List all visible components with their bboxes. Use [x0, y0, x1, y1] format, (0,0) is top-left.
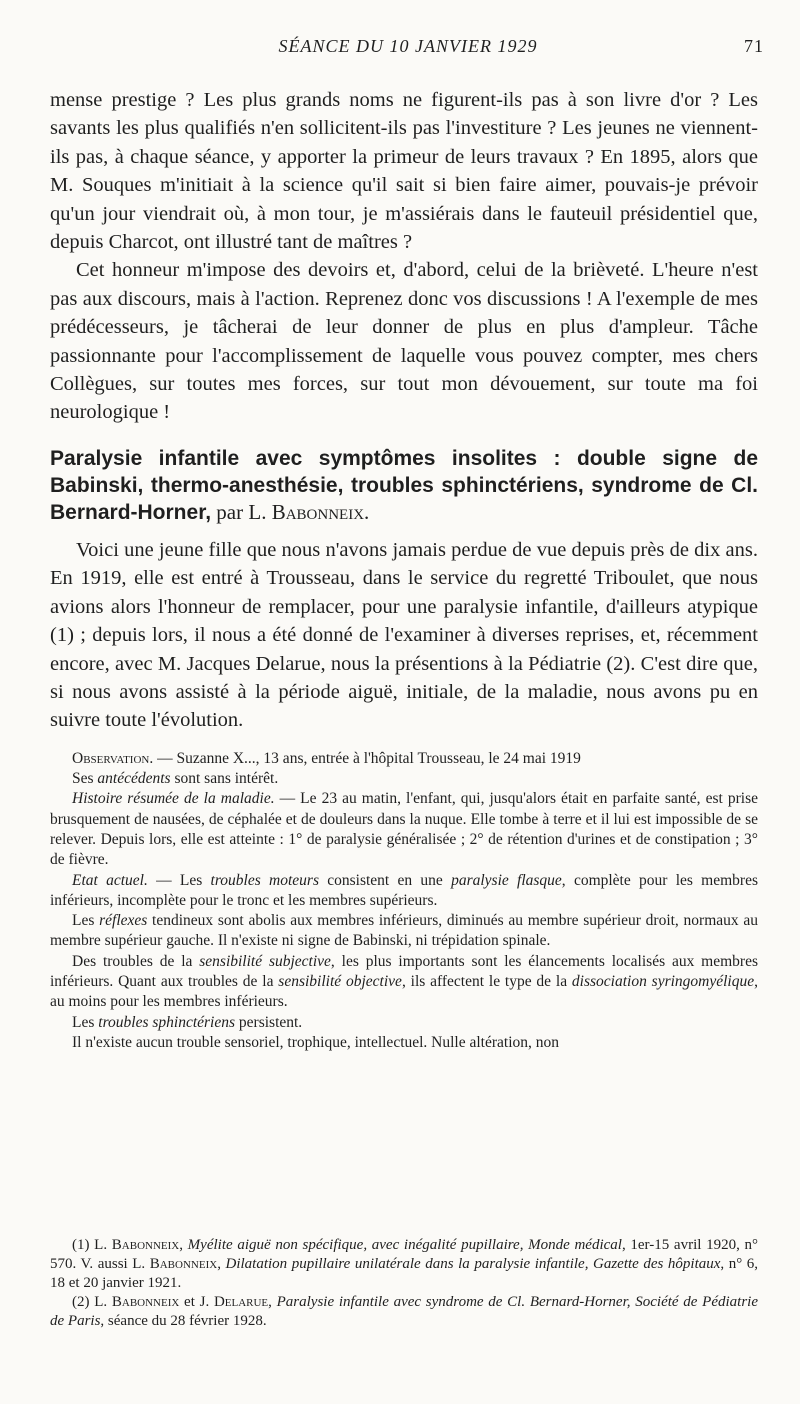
les-text: Les [72, 912, 100, 930]
intro-paragraph-2: Cet honneur m'impose des devoirs et, d'abord, celui de la brièveté. L'heure n'est pas aux discours, mais à l'action. Reprenez donc vos discussions ! A l'exemple de mes prédécesseurs, je tâcherai de leur donner de plus en plus d'ampleur. Tâche passionnante pour l'accomplissement de laquelle vous pouvez compter, mes chers Collègues, sur toutes mes forces, sur tout mon dévouement, sur toute ma foi neurologique ! [50, 259, 758, 424]
footnote-1 [50, 1236, 758, 1293]
sens-text-3: , ils affectent le type de la [401, 972, 572, 990]
etat-text-2: consistent en une [318, 871, 452, 889]
fn2-title: Paralysie infantile avec syndrome de Cl. Bernard-Horner, Société de Pédiatrie de Paris [50, 1294, 758, 1329]
fn2-sep: , [268, 1294, 277, 1310]
page-body [50, 86, 758, 1053]
page-number: 71 [744, 36, 764, 56]
fn1-sep: , [179, 1237, 188, 1253]
etat-text-1: — Les [147, 871, 211, 889]
article-author: Babonneix [271, 499, 365, 524]
histoire-label: Histoire résumée de la maladie. [72, 790, 275, 808]
fn1-sep-2: , [217, 1256, 226, 1272]
sph-text-1: Les [72, 1013, 99, 1031]
etat-paragraph [50, 871, 758, 912]
sens-subjective: sensibilité subjective [199, 952, 331, 970]
footnote-2 [50, 1293, 758, 1331]
etat-label: Etat actuel. [72, 871, 148, 889]
observation-label: Observation. [72, 749, 154, 767]
sens-objective: sensibilité objective [278, 972, 402, 990]
running-header [52, 36, 764, 76]
sens-text-1: Des troubles de la [72, 952, 200, 970]
article-title [50, 445, 758, 526]
article-by: par L. [211, 499, 272, 524]
ses-text: Ses [72, 770, 98, 788]
article-by-suffix: . [364, 499, 370, 524]
spacer [50, 735, 758, 749]
fn1-rest: , 1er-15 avril 1920, n° 570. V. aussi L. [50, 1237, 759, 1272]
fn2-author-2: Delarue [213, 1294, 269, 1310]
fn1-author-2: Babonneix [149, 1256, 218, 1272]
sens-text-4: , au moins pour les membres inférieurs. [50, 972, 758, 1011]
fn2-and: et J. [179, 1294, 214, 1310]
histoire-text: — Le 23 au matin, l'enfant, qui, jusqu'alors était en parfaite santé, est prise brusquement de nausées, de céphalée et de douleurs dans la nuque. Elle tombe à terre et il lui est impossible de se relever. Depuis lors, elle est atteinte : 1° de paralysie généralisée ; 2° de rétention d'urines et de constipation ; 3° de fièvre. [50, 790, 759, 869]
fn1-title-2: Dilatation pupillaire unilatérale dans la paralysie infantile, Gazette des hôpitaux [225, 1256, 721, 1272]
footnotes [50, 1236, 758, 1331]
fn1-num: (1) L. [72, 1237, 112, 1253]
article-title-text: Paralysie infantile avec symptômes insolites : double signe de Babinski, thermo-anesthésie, troubles sphinctériens, syndrome de Cl. Bernard-Horner, [50, 446, 758, 524]
sens-text-2: , les plus importants sont les élancements localisés aux membres inférieurs. Quant aux troubles de la [50, 952, 758, 990]
intro-paragraph-1: mense prestige ? Les plus grands noms ne figurent-ils pas à son livre d'or ? Les savants les plus qualifiés n'en sollicitent-ils pas l'investiture ? Les jeunes ne viennent-ils pas, à chaque séance, y apporter la primeur de leurs travaux ? En 1895, alors que M. Souques m'initiait à la science qu'il sait si bien faire aimer, pouvais-je prévoir qu'un jour viendrait où, à mon tour, je m'assiérais dans le fauteuil présidentiel que, depuis Charcot, ont illustré tant de maîtres ? [50, 89, 758, 254]
fn1-author: Babonneix [111, 1237, 180, 1253]
last-line: Il n'existe aucun trouble sensoriel, trophique, intellectuel. Nulle altération, non [72, 1033, 560, 1051]
histoire-paragraph [50, 789, 758, 870]
article-paragraph-1: Voici une jeune fille que nous n'avons jamais perdue de vue depuis près de dix ans. En 1919, elle est entré à Trousseau, dans le service du regretté Triboulet, que nous avions alors l'honneur de remplacer, pour une paralysie infantile, d'ailleurs atypique (1) ; depuis lors, il nous a été donné de l'examiner à diverses reprises, et, récemment encore, avec M. Jacques Delarue, nous la présentions à la Pédiatrie (2). C'est dire que, si nous avons assisté à la période aiguë, initiale, de la maladie, nous avons pu en suivre toute l'évolution. [50, 538, 758, 732]
sphincter-line [50, 1013, 758, 1033]
observation-section [50, 749, 758, 1053]
antecedents-label: antécédents [97, 770, 171, 788]
fn2-author: Babonneix [111, 1294, 180, 1310]
running-title: SÉANCE DU 10 JANVIER 1929 [278, 36, 538, 56]
paralysie-flasque: paralysie flasque [451, 871, 562, 889]
antecedents-text: sont sans intérêt. [170, 770, 279, 788]
dissociation: dissociation syringomyélique [571, 972, 755, 990]
fn2-end: , séance du 28 février 1928. [100, 1313, 267, 1329]
sph-text-2: persistent. [235, 1013, 303, 1031]
fn1-end: , n° 6, 18 et 20 janvier 1921. [50, 1256, 759, 1291]
observation-line [50, 749, 758, 769]
antecedents-line [50, 769, 758, 789]
fn1-title: Myélite aiguë non spécifique, avec inégalité pupillaire, Monde médical [187, 1237, 622, 1253]
reflexes-text: tendineux sont abolis aux membres inférieurs, diminués au membre supérieur droit, normaux au membre supérieur gauche. Il n'existe ni signe de Babinski, ni trépidation spinale. [50, 912, 758, 950]
reflexes-paragraph [50, 911, 758, 952]
observation-text: — Suzanne X..., 13 ans, entrée à l'hôpital Trousseau, le 24 mai 1919 [153, 749, 581, 767]
sensibilite-paragraph [50, 952, 758, 1013]
sphincter-label: troubles sphinctériens [98, 1013, 236, 1031]
fn2-num: (2) L. [72, 1294, 112, 1310]
reflexes-label: réflexes [99, 912, 148, 930]
etat-text-3: , complète pour les membres inférieurs, incomplète pour le tronc et les membres supérieurs. [50, 871, 758, 909]
troubles-moteurs: troubles moteurs [210, 871, 319, 889]
